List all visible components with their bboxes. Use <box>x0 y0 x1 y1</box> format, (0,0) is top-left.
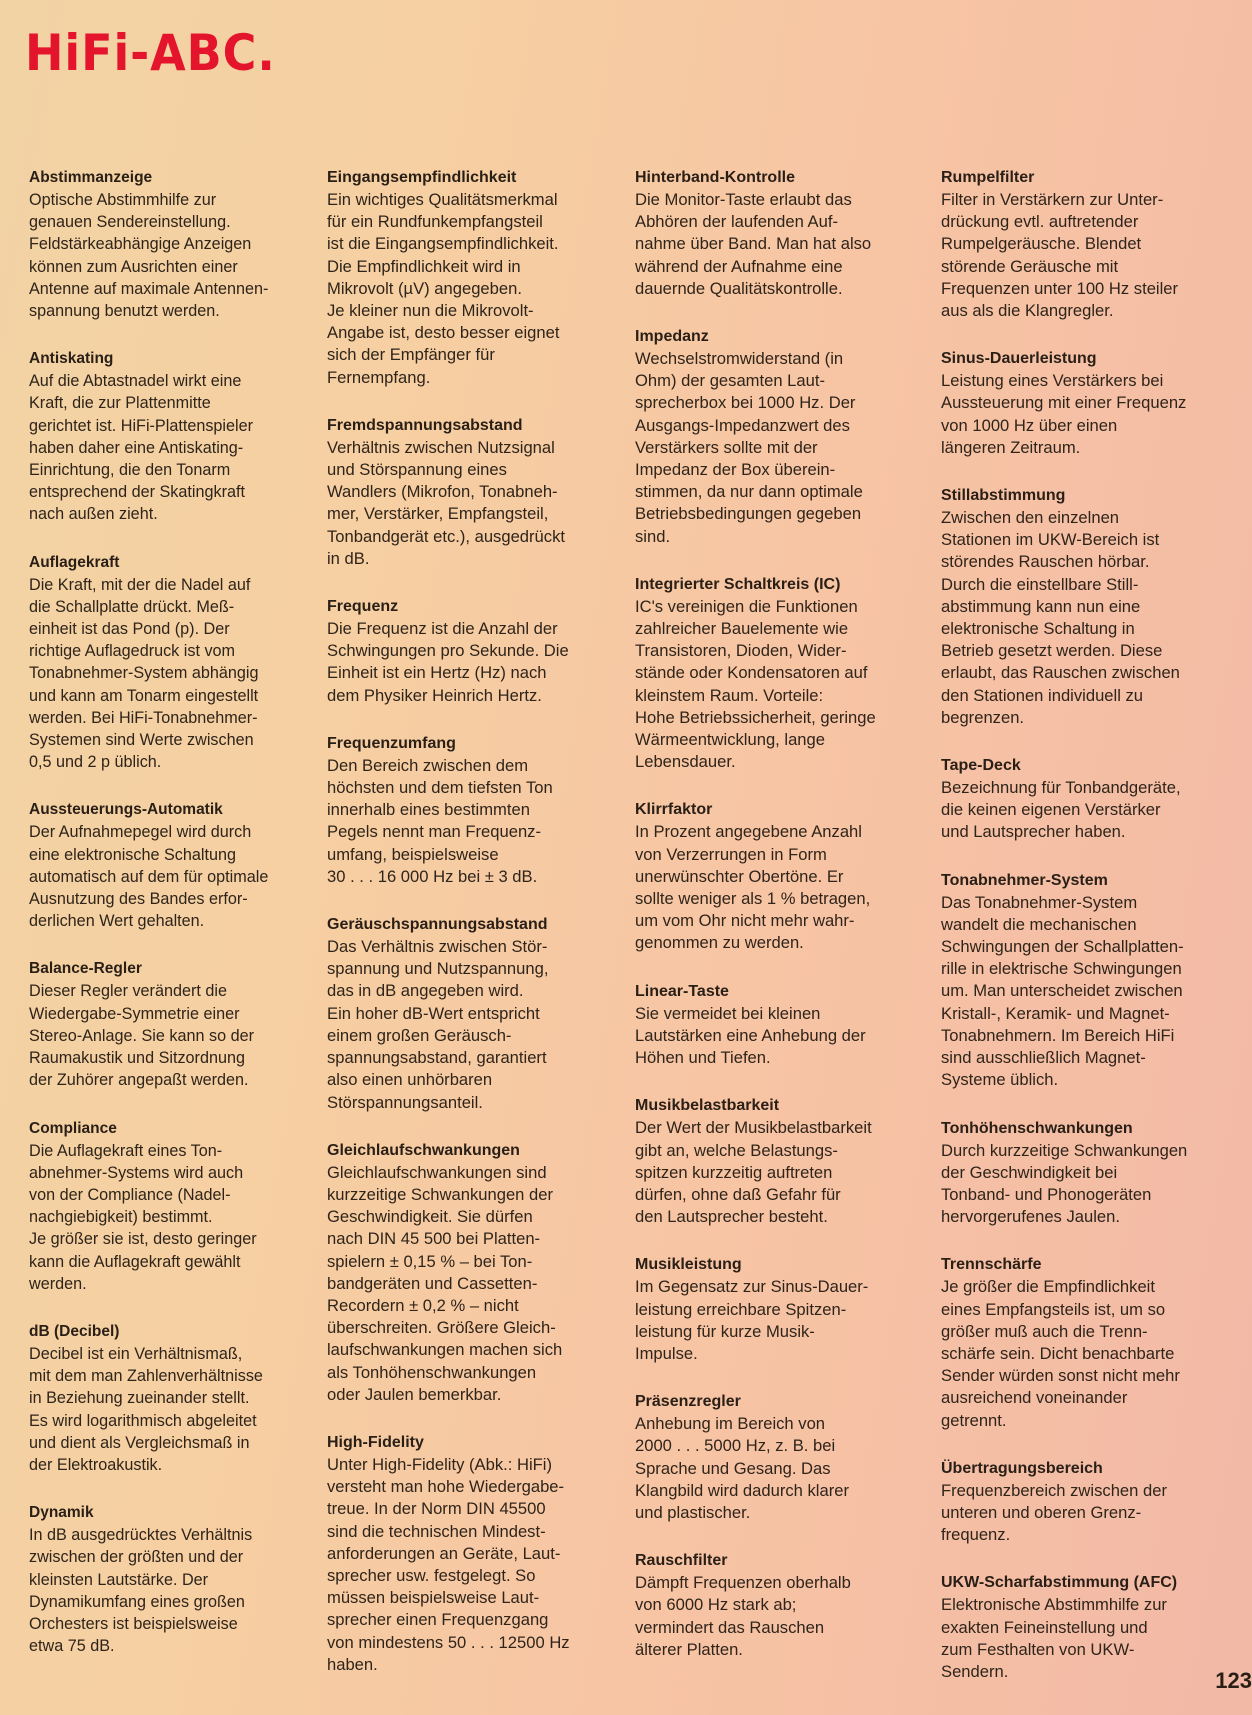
glossary-entry <box>941 1118 1237 1229</box>
page-title: HiFi-ABC. <box>25 24 276 82</box>
glossary-definition: Decibel ist ein Verhältnismaß, mit dem man Zahlenverhältnisse in Beziehung zueinander stellt. Es wird logarithmisch abgeleitet und dient als Vergleichsmaß in der Elektroakustik. <box>29 1344 263 1474</box>
glossary-definition: Unter High-Fidelity (Abk.: HiFi) versteht man hohe Wiedergabe- treue. In der Norm DIN 45500 sind die technischen Mindest- anforderungen an Geräte, Laut- sprecher usw. festgelegt. So müssen beispielsweise Laut- sprecher einen Frequenzgang von mindestens 50 . . . 12500 Hz haben. <box>327 1454 570 1674</box>
glossary-term: Trennschärfe <box>941 1256 1042 1274</box>
glossary-term: Tape-Deck <box>941 757 1021 775</box>
glossary-entry <box>941 1572 1237 1683</box>
glossary-column-1 <box>29 167 319 1683</box>
glossary-definition: Auf die Abtastnadel wirkt eine Kraft, die zur Plattenmitte gerichtet ist. HiFi-Plattenspieler haben daher eine Antiskating- Einrichtung, die den Tonarm entsprechend der Skatingkraft nach außen zieht. <box>29 372 254 524</box>
glossary-entry <box>327 1432 623 1676</box>
glossary-term: Musikbelastbarkeit <box>635 1097 780 1115</box>
glossary-term: Geräuschspannungsabstand <box>327 916 548 934</box>
glossary-definition: IC's vereinigen die Funktionen zahlreicher Bauelemente wie Transistoren, Dioden, Wider- stände oder Kondensatoren auf kleinstem Raum. Vorteile: Hohe Betriebssicherheit, geringe Wärmeentwicklung, lange Lebensdauer. <box>635 596 876 772</box>
glossary-definition: Frequenzbereich zwischen der unteren und oberen Grenz- frequenz. <box>941 1480 1167 1545</box>
glossary-definition: Filter in Verstärkern zur Unter- drückung evtl. auftretender Rumpelgeräusche. Blendet störende Geräusche mit Frequenzen unter 100 Hz steiler aus als die Klangregler. <box>941 190 1179 321</box>
glossary-definition: Die Monitor-Taste erlaubt das Abhören der laufenden Auf- nahme über Band. Man hat also während der Aufnahme eine dauernde Qualitätskontrolle. <box>635 190 872 298</box>
glossary-column-2 <box>327 167 623 1702</box>
glossary-term: Aussteuerungs-Automatik <box>29 801 223 819</box>
glossary-definition: Sie vermeidet bei kleinen Lautstärken eine Anhebung der Höhen und Tiefen. <box>635 1003 866 1068</box>
glossary-entry <box>635 326 935 548</box>
glossary-term: Balance-Regler <box>29 960 142 978</box>
glossary-entry <box>941 485 1237 729</box>
glossary-entry <box>29 799 319 932</box>
glossary-term: Dynamik <box>29 1504 94 1522</box>
glossary-definition: Anhebung im Bereich von 2000 . . . 5000 Hz, z. B. bei Sprache und Gesang. Das Klangbild wird dadurch klarer und plastischer. <box>635 1414 849 1522</box>
glossary-entry <box>327 167 623 389</box>
glossary-definition: In dB ausgedrücktes Verhältnis zwischen der größten und der kleinsten Lautstärke. Der Dynamikumfang eines großen Orchesters ist beispielsweise etwa 75 dB. <box>29 1526 253 1656</box>
glossary-definition: In Prozent angegebene Anzahl von Verzerrungen in Form unerwünschter Obertöne. Er sollte weniger als 1 % betragen, um vom Ohr nicht mehr wahr- genommen zu werden. <box>635 822 871 953</box>
glossary-definition: Die Kraft, mit der die Nadel auf die Schallplatte drückt. Meß- einheit ist das Pond (p). Der richtige Auflagedruck ist vom Tonabnehmer-System abhängig und kann am Tonarm eingestellt werden. Bei HiFi-Tonabnehmer- Systemen sind Werte zwischen 0,5 und 2 p üblich. <box>29 575 259 772</box>
glossary-term: Gleichlaufschwankungen <box>327 1141 520 1159</box>
glossary-entry <box>29 958 319 1091</box>
glossary-entry <box>635 1095 935 1228</box>
glossary-term: Präsenzregler <box>635 1393 741 1411</box>
glossary-term: Eingangsempfindlichkeit <box>327 169 517 186</box>
glossary-term: Klirrfaktor <box>635 801 713 819</box>
glossary-entry <box>635 1391 935 1524</box>
glossary-term: Frequenz <box>327 598 399 616</box>
glossary-definition: Elektronische Abstimmhilfe zur exakten Feineinstellung und zum Festhalten von UKW- Sendern. <box>941 1595 1167 1681</box>
glossary-term: High-Fidelity <box>327 1433 424 1451</box>
glossary-entry <box>327 914 623 1114</box>
glossary-entry <box>635 1550 935 1661</box>
glossary-term: Fremdspannungsabstand <box>327 416 523 434</box>
glossary-term: Impedanz <box>635 328 709 346</box>
glossary-term: Compliance <box>29 1119 117 1137</box>
glossary-definition: Der Aufnahmepegel wird durch eine elektronische Schaltung automatisch auf dem für optimale Ausnutzung des Bandes erfor- derlichen Wert gehalten. <box>29 823 269 931</box>
glossary-definition: Die Auflagekraft eines Ton- abnehmer-Systems wird auch von der Compliance (Nadel- nachgiebigkeit) bestimmt. Je größer sie ist, desto geringer kann die Auflagekraft gewählt werden. <box>29 1141 257 1293</box>
glossary-term: Integrierter Schaltkreis (IC) <box>635 575 841 593</box>
glossary-definition: Gleichlaufschwankungen sind kurzzeitige Schwankungen der Geschwindigkeit. Sie dürfen nach DIN 45 500 bei Platten- spielern ± 0,15 % – bei Ton- bandgeräten und Cassetten- Recordern ± 0,2 % – nicht überschreiten. Größere Gleich- laufschwankungen machen sich als Tonhöhenschwankungen oder Jaulen bemerkbar. <box>327 1162 563 1404</box>
glossary-definition: Verhältnis zwischen Nutzsignal und Störspannung eines Wandlers (Mikrofon, Tonabneh- mer, Verstärker, Empfangsteil, Tonbandgerät etc.), ausgedrückt in dB. <box>327 437 565 568</box>
glossary-entry <box>635 799 935 954</box>
glossary-definition: Dämpft Frequenzen oberhalb von 6000 Hz stark ab; vermindert das Rauschen älterer Platten. <box>635 1573 851 1659</box>
glossary-entry <box>941 1458 1237 1547</box>
glossary-entry <box>941 755 1237 844</box>
glossary-term: Frequenzumfang <box>327 734 456 752</box>
glossary-definition: Durch kurzzeitige Schwankungen der Geschwindigkeit bei Tonband- und Phonogeräten hervorgerufenes Jaulen. <box>941 1140 1188 1227</box>
glossary-entry <box>29 348 319 525</box>
glossary-term: Musikleistung <box>635 1256 742 1274</box>
glossary-entry <box>29 167 319 322</box>
glossary-definition: Den Bereich zwischen dem höchsten und dem tiefsten Ton innerhalb eines bestimmten Pegels nennt man Frequenz- umfang, beispielsweise 30 . . . 16 000 Hz bei ± 3 dB. <box>327 755 553 886</box>
glossary-definition: Leistung eines Verstärkers bei Aussteuerung mit einer Frequenz von 1000 Hz über einen längeren Zeitraum. <box>941 371 1187 457</box>
glossary-definition: Wechselstromwiderstand (in Ohm) der gesamten Laut- sprecherbox bei 1000 Hz. Der Ausgangs-Impedanzwert des Verstärkers sollte mit der Impedanz der Box überein- stimmen, da nur dann optimale Betriebsbedingungen gegeben sind. <box>635 349 863 546</box>
glossary-definition: Optische Abstimmhilfe zur genauen Sendereinstellung. Feldstärkeabhängige Anzeigen können zum Ausrichten einer Antenne auf maximale Antennen- spannung benutzt werden. <box>29 191 269 321</box>
glossary-term: Übertragungsbereich <box>941 1459 1103 1477</box>
glossary-entry <box>635 981 935 1070</box>
glossary-term: Stillabstimmung <box>941 487 1066 505</box>
glossary-column-4 <box>941 167 1237 1709</box>
glossary-entry <box>29 1321 319 1476</box>
glossary-definition: Das Verhältnis zwischen Stör- spannung und Nutzspannung, das in dB angegeben wird. Ein hoher dB-Wert entspricht einem großen Geräusch- spannungsabstand, garantiert also einen unhörbaren Störspannungsanteil. <box>327 937 549 1112</box>
glossary-term: Tonhöhenschwankungen <box>941 1119 1133 1137</box>
glossary-term: Antiskating <box>29 350 114 368</box>
glossary-term: Rumpelfilter <box>941 169 1035 186</box>
glossary-term: dB (Decibel) <box>29 1322 120 1340</box>
page-number: 123 <box>1215 1668 1252 1693</box>
glossary-entry <box>327 1140 623 1406</box>
glossary-term: Abstimmanzeige <box>29 169 153 186</box>
glossary-entry <box>941 1254 1237 1431</box>
glossary-definition: Bezeichnung für Tonbandgeräte, die keinen eigenen Verstärker und Lautsprecher haben. <box>941 778 1181 842</box>
glossary-entry <box>327 415 623 570</box>
glossary-entry <box>635 574 935 774</box>
glossary-term: Tonabnehmer-System <box>941 871 1108 889</box>
glossary-term: Hinterband-Kontrolle <box>635 169 795 186</box>
glossary-entry <box>327 596 623 707</box>
glossary-entry <box>941 167 1237 322</box>
glossary-column-3 <box>635 167 935 1687</box>
glossary-entry <box>29 1502 319 1657</box>
glossary-definition: Die Frequenz ist die Anzahl der Schwingungen pro Sekunde. Die Einheit ist ein Hertz (Hz) nach dem Physiker Heinrich Hertz. <box>327 619 569 705</box>
glossary-entry <box>941 348 1237 459</box>
glossary-entry <box>941 870 1237 1092</box>
glossary-term: UKW-Scharfabstimmung (AFC) <box>941 1574 1178 1592</box>
glossary-definition: Das Tonabnehmer-System wandelt die mechanischen Schwingungen der Schallplatten- rille in elektrische Schwingungen um. Man unterscheidet zwischen Kristall-, Keramik- und Magnet- Tonabnehmern. Im Bereich HiFi sind ausschließlich Magnet- Systeme üblich. <box>941 892 1184 1090</box>
glossary-term: Sinus-Dauerleistung <box>941 350 1097 368</box>
glossary-definition: Zwischen den einzelnen Stationen im UKW-Bereich ist störendes Rauschen hörbar. Durch die einstellbare Still- abstimmung kann nun eine elektronische Schaltung in Betrieb gesetzt werden. Diese erlaubt, das Rauschen zwischen den Stationen individuell zu begrenzen. <box>941 508 1180 727</box>
glossary-entry <box>635 167 935 300</box>
glossary-entry <box>635 1254 935 1365</box>
glossary-entry <box>29 1118 319 1295</box>
glossary-definition: Der Wert der Musikbelastbarkeit gibt an, welche Belastungs- spitzen kurzzeitig auftreten dürfen, ohne daß Gefahr für den Lautsprecher besteht. <box>635 1118 872 1227</box>
glossary-term: Linear-Taste <box>635 982 729 1000</box>
glossary-definition: Im Gegensatz zur Sinus-Dauer- leistung erreichbare Spitzen- leistung für kurze Musik- Impulse. <box>635 1277 869 1363</box>
glossary-entry <box>327 733 623 888</box>
glossary-definition: Je größer die Empfindlichkeit eines Empfangsteils ist, um so größer muß auch die Trenn- schärfe sein. Dicht benachbarte Sender würden sonst nicht mehr ausreichend voneinander getrennt. <box>941 1277 1180 1430</box>
glossary-entry <box>29 552 319 774</box>
glossary-definition: Dieser Regler verändert die Wiedergabe-Symmetrie einer Stereo-Anlage. Sie kann so der Raumakustik und Sitzordnung der Zuhörer angepaßt werden. <box>29 982 254 1090</box>
glossary-term: Rauschfilter <box>635 1552 728 1570</box>
glossary-term: Auflagekraft <box>29 553 120 571</box>
glossary-definition: Ein wichtiges Qualitätsmerkmal für ein Rundfunkempfangsteil ist die Eingangsempfindlichkeit. Die Empfindlichkeit wird in Mikrovolt (µV) angegeben. Je kleiner nun die Mikrovolt- Angabe ist, desto besser eignet sich der Empfänger für Fernempfang. <box>327 190 560 387</box>
